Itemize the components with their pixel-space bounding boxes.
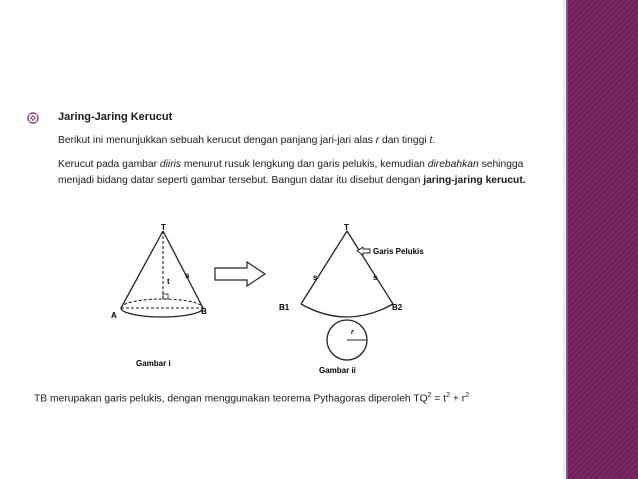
label-B1: B1 bbox=[279, 303, 290, 312]
label-B2: B2 bbox=[392, 303, 403, 312]
caption-gambar-i: Gambar i bbox=[136, 359, 171, 368]
label-B: B bbox=[201, 307, 207, 316]
label-s-right: s bbox=[373, 273, 378, 282]
label-s: s bbox=[185, 271, 190, 280]
label-T-net: T bbox=[344, 223, 349, 232]
label-t: t bbox=[167, 277, 170, 286]
label-garis-pelukis: Garis Pelukis bbox=[373, 247, 424, 256]
pointer-arrow-icon bbox=[357, 247, 370, 255]
cone-diagram bbox=[111, 223, 207, 368]
intro-paragraph: Berikut ini menunjukkan sebuah kerucut dengan panjang jari-jari alas r dan tinggi t. bbox=[58, 135, 436, 146]
arrow-icon bbox=[215, 262, 265, 286]
decorative-side-band bbox=[566, 0, 638, 479]
caption-gambar-ii: Gambar ii bbox=[319, 366, 356, 375]
label-T: T bbox=[161, 223, 166, 232]
label-s-left: s bbox=[313, 273, 318, 282]
bullet-icon bbox=[27, 112, 39, 124]
pythagoras-statement: TB merupakan garis pelukis, dengan menggunakan teorema Pythagoras diperoleh $TQ^2 = t^2 + r^2$ bbox=[34, 392, 470, 405]
explanation-paragraph: Kerucut pada gambar diiris menurut rusuk lengkung dan garis pelukis, kemudian direbahkan sehingga menjadi bidang datar seperti gambar tersebut. Bangun datar itu disebut dengan jaring-jaring kerucut. bbox=[58, 159, 526, 186]
label-r: r bbox=[351, 329, 354, 336]
label-A: A bbox=[111, 311, 117, 320]
cone-net-figure bbox=[105, 218, 445, 383]
cone-net-diagram bbox=[279, 223, 424, 375]
section-heading: Jaring-Jaring Kerucut bbox=[58, 111, 173, 123]
